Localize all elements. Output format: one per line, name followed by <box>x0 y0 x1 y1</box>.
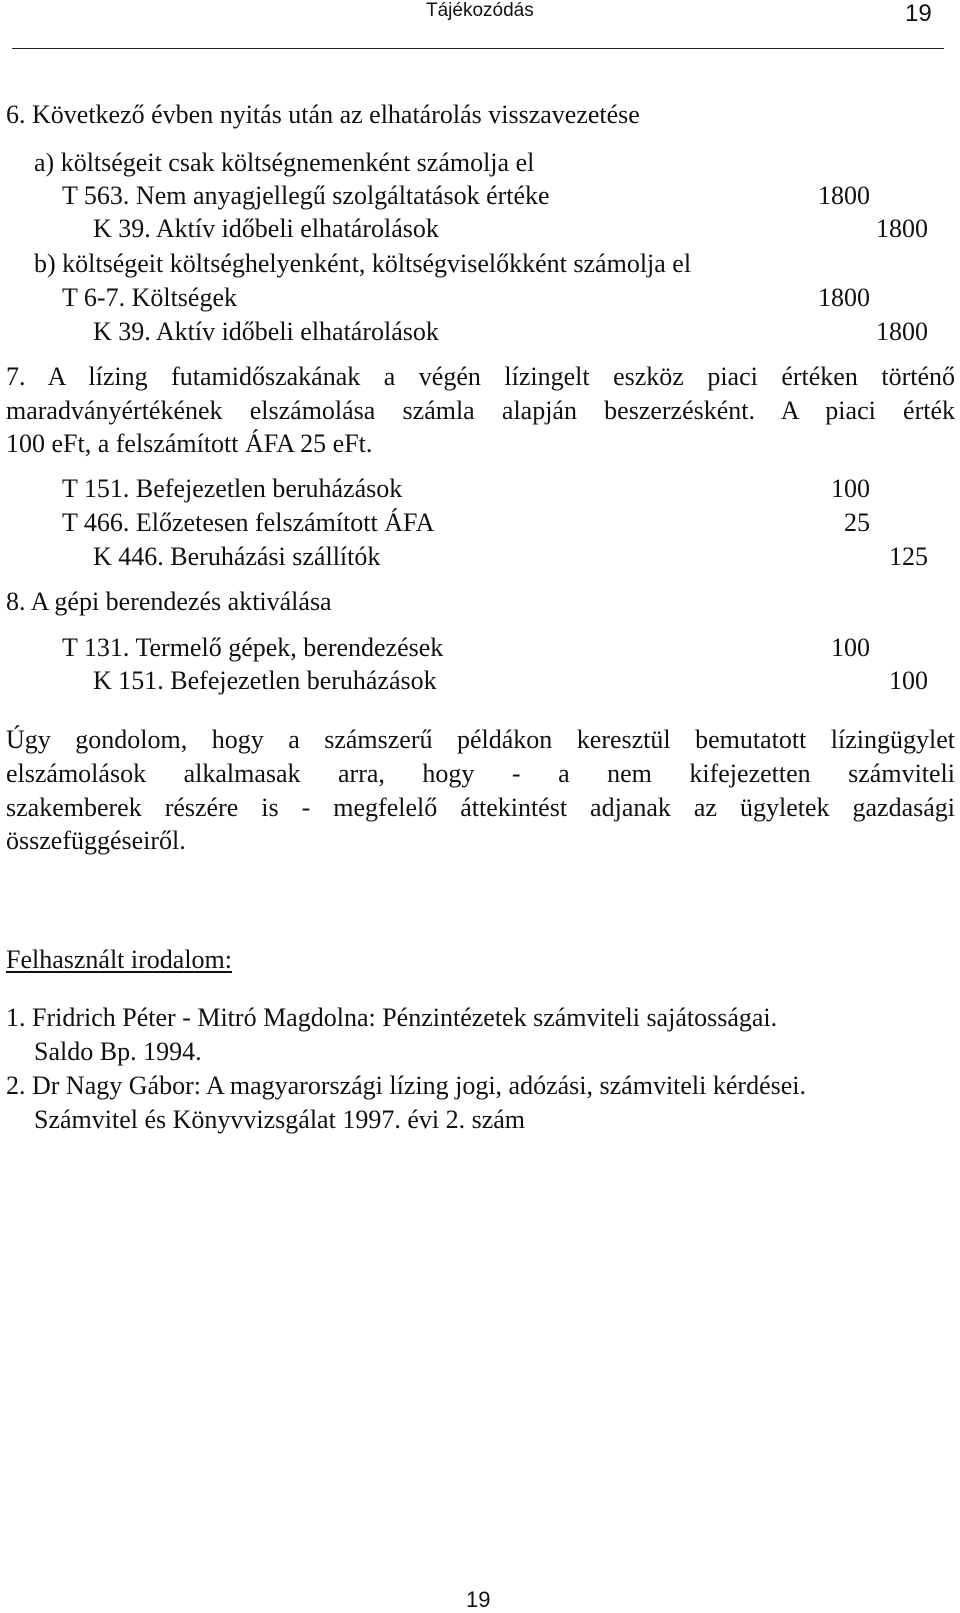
section-6a-text: a) költségeit csak költségnemenként számolja el <box>34 148 535 177</box>
section-7-paragraph-line: 100 eFt, a felszámított ÁFA 25 eFt. <box>6 429 373 458</box>
header-divider <box>12 48 944 49</box>
section-7-paragraph-line: maradványértékének elszámolása számla alapján beszerzésként. A piaci érték <box>6 396 955 425</box>
entry-label: K 39. Aktív időbeli elhatárolások <box>93 214 439 243</box>
entry-debit-amount: 100 <box>831 474 870 503</box>
closing-paragraph-line: összefüggéseiről. <box>6 826 186 855</box>
entry-debit-amount: 25 <box>844 508 870 537</box>
entry-credit-amount: 1800 <box>876 214 928 243</box>
entry-debit-amount: 1800 <box>818 181 870 210</box>
section-7-paragraph-line: 7. A lízing futamidőszakának a végén lízingelt eszköz piaci értéken történő <box>6 362 955 391</box>
entry-label: T 466. Előzetesen felszámított ÁFA <box>62 508 435 537</box>
entry-debit-amount: 100 <box>831 633 870 662</box>
entry-label: T 563. Nem anyagjellegű szolgáltatások értéke <box>62 181 550 210</box>
section-6-heading: 6. Következő évben nyitás után az elhatárolás visszavezetése <box>6 100 640 129</box>
entry-credit-amount: 1800 <box>876 317 928 346</box>
closing-paragraph-line: Úgy gondolom, hogy a számszerű példákon keresztül bemutatott lízingügylet <box>6 725 955 754</box>
entry-label: K 446. Beruházási szállítók <box>93 542 381 571</box>
reference-item: 2. Dr Nagy Gábor: A magyarországi lízing jogi, adózási, számviteli kérdései. <box>6 1071 806 1100</box>
entry-credit-amount: 100 <box>889 666 928 695</box>
entry-debit-amount: 1800 <box>818 283 870 312</box>
entry-label: T 131. Termelő gépek, berendezések <box>62 633 444 662</box>
entry-label: K 39. Aktív időbeli elhatárolások <box>93 317 439 346</box>
reference-item: 1. Fridrich Péter - Mitró Magdolna: Pénzintézetek számviteli sajátosságai. <box>6 1003 778 1032</box>
section-8-heading: 8. A gépi berendezés aktiválása <box>6 587 332 616</box>
entry-label: K 151. Befejezetlen beruházások <box>93 666 437 695</box>
closing-paragraph-line: elszámolások alkalmasak arra, hogy - a nem kifejezetten számviteli <box>6 759 955 788</box>
reference-item-continuation: Számvitel és Könyvvizsgálat 1997. évi 2. szám <box>34 1105 526 1134</box>
footer-page-number: 19 <box>466 1587 491 1612</box>
running-header-title: Tájékozódás <box>426 0 534 21</box>
closing-paragraph-line: szakemberek részére is - megfelelő áttekintést adjanak az ügyletek gazdasági <box>6 793 955 822</box>
entry-label: T 151. Befejezetlen beruházások <box>62 474 403 503</box>
reference-item-continuation: Saldo Bp. 1994. <box>34 1037 202 1066</box>
section-6b-text: b) költségeit költséghelyenként, költségviselőkként számolja el <box>34 249 692 278</box>
entry-label: T 6-7. Költségek <box>62 283 237 312</box>
header-page-number: 19 <box>905 0 932 27</box>
entry-credit-amount: 125 <box>889 542 928 571</box>
references-title: Felhasznált irodalom: <box>6 945 233 974</box>
